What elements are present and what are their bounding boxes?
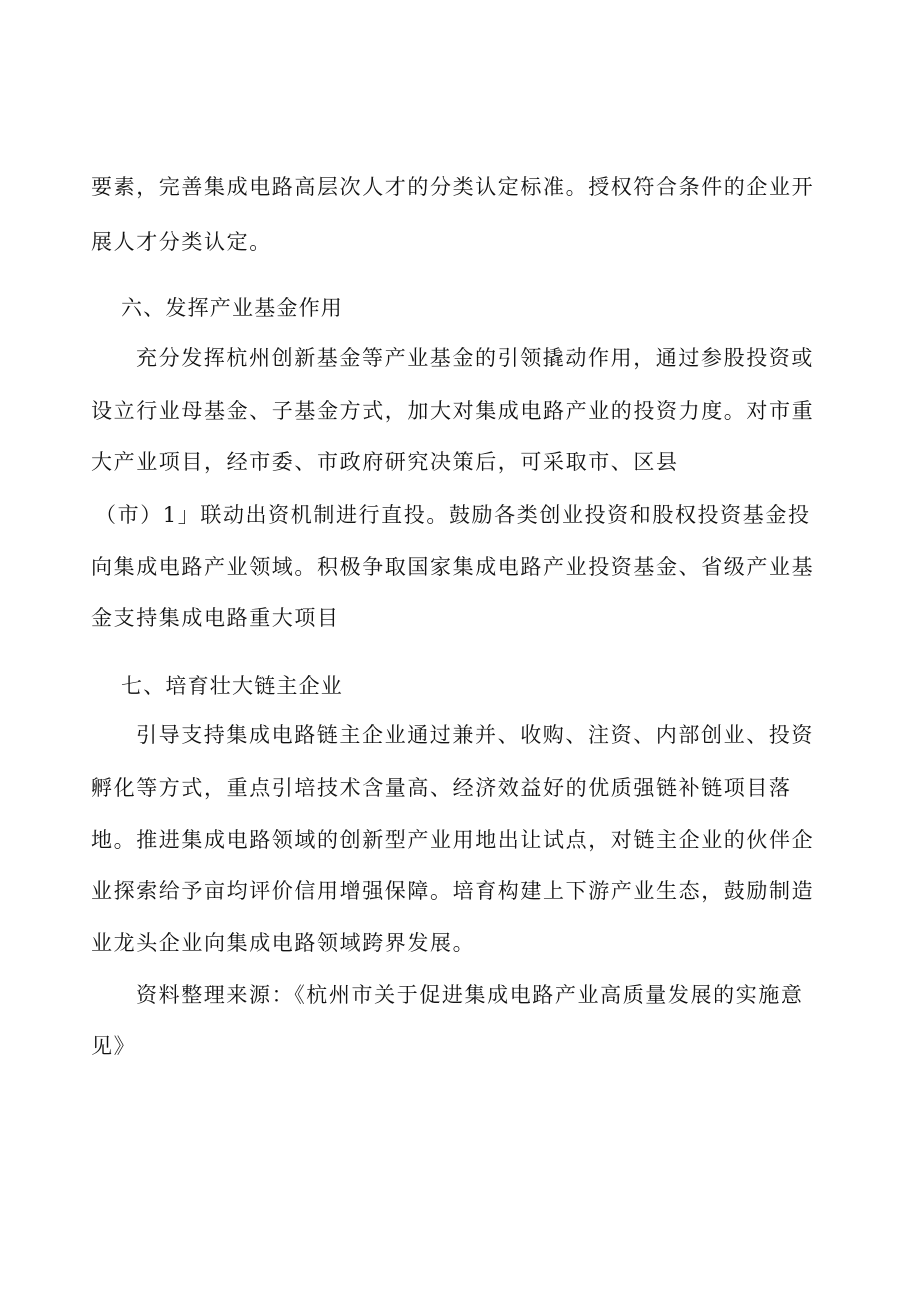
source-line: 资料整理来源：《杭州市关于促进集成电路产业高质量发展的实施意 [136, 983, 804, 1007]
paragraph-line: 向集成电路产业领域。积极争取国家集成电路产业投资基金、省级产业基 [91, 555, 815, 579]
paragraph-line: 引导支持集成电路链主企业通过兼并、收购、注资、内部创业、投资 [136, 723, 814, 747]
paragraph-line: 设立行业母基金、子基金方式，加大对集成电路产业的投资力度。对市重 [91, 399, 815, 423]
paragraph-line: 大产业项目，经市委、市政府研究决策后，可采取市、区县 [91, 450, 679, 474]
section-heading-fund: 六、发挥产业基金作用 [121, 296, 343, 320]
paragraph-line: 业探索给予亩均评价信用增强保障。培育构建上下游产业生态，鼓励制造 [91, 879, 815, 903]
paragraph-line: 要素，完善集成电路高层次人才的分类认定标准。授权符合条件的企业开 [91, 175, 815, 199]
paragraph-line: 充分发挥杭州创新基金等产业基金的引领撬动作用，通过参股投资或 [136, 346, 814, 370]
source-line: 见》 [91, 1034, 137, 1058]
paragraph-line: 金支持集成电路重大项目 [91, 606, 340, 630]
paragraph-line: 业龙头企业向集成电路领域跨界发展。 [91, 931, 476, 955]
paragraph-line: 地。推进集成电路领域的创新型产业用地出让试点，对链主企业的伙伴企 [91, 828, 815, 852]
paragraph-line: （市）1」联动出资机制进行直投。鼓励各类创业投资和股权投资基金投 [95, 503, 811, 527]
paragraph-line: 孵化等方式，重点引培技术含量高、经济效益好的优质强链补链项目落 [91, 776, 792, 800]
section-heading-chain-leaders: 七、培育壮大链主企业 [121, 674, 343, 698]
paragraph-line: 展人才分类认定。 [91, 230, 272, 254]
